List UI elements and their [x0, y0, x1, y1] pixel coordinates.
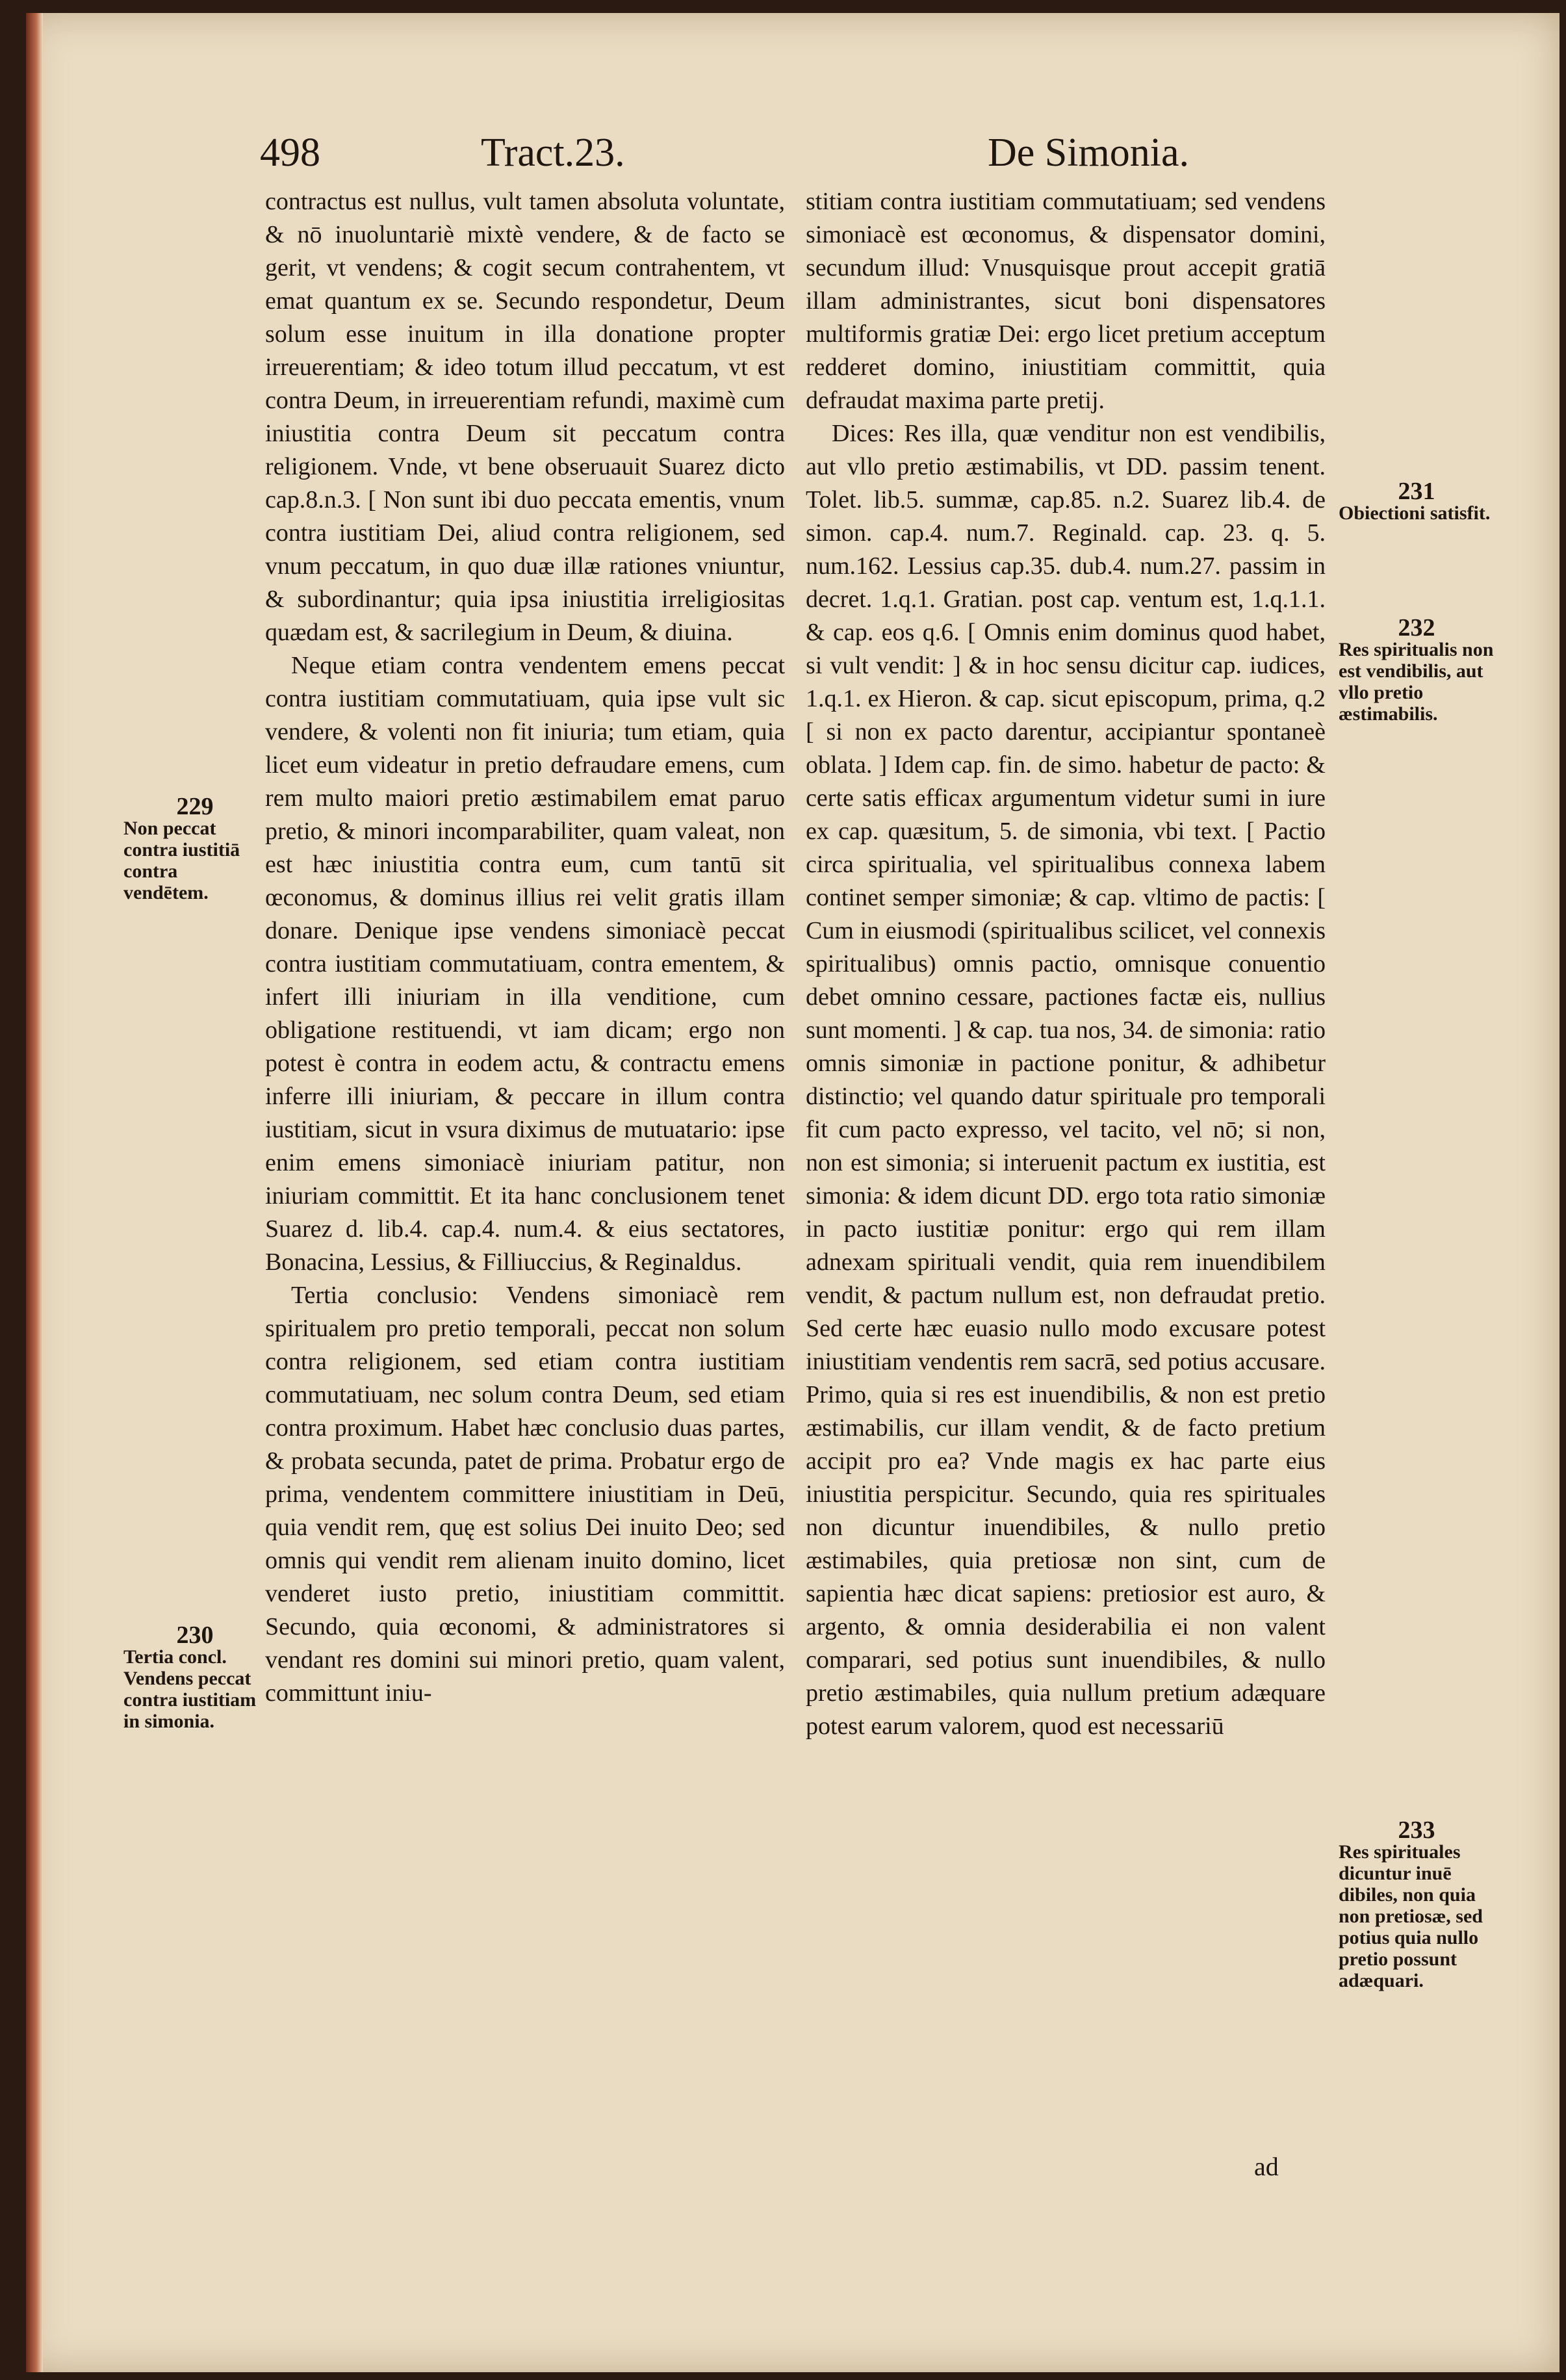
paragraph: stitiam contra iustitiam commutatiuam; sed vendens simoniacè est œconomus, & dispensator domini, secundum illud: Vnusquisque prout accepit gratiā illam administrantes, sicut boni dispensatores multiformis gratiæ Dei: ergo licet pretium acceptum redderet domino, iniustitiam committit, quia defraudat maxima parte pretij.	[806, 188, 1326, 414]
margin-note-number: 231	[1398, 478, 1435, 505]
margin-note-text: Non peccat contra iustitiā contra vendētem.	[123, 818, 240, 903]
paragraph: contractus est nullus, vult tamen absoluta voluntate, & nō inuoluntariè mixtè vendere, & de facto se gerit, vt vendens; & cogit secum contrahentem, vt emat quantum ex se. Secundo respondetur, Deum solum esse inuitum in illa donatione propter irreuerentiam; & ideo totum illud peccatum, vt est contra Deum, in irreuerentiam refundi, maximè cum iniustitia contra Deum sit peccatum contra religionem. Vnde, vt bene obseruauit Suarez dicto cap.8.n.3. [ Non sunt ibi duo peccata ementis, vnum contra iustitiam Dei, aliud contra religionem, sed vnum peccatum, in quo duæ illæ rationes vniuntur, & subordinantur; quia ipsa iniustitia irreligiositas quædam est, & sacrilegium in Deum, & diuina.	[265, 188, 785, 646]
paragraph: Neque etiam contra vendentem emens peccat contra iustitiam commutatiuam, quia ipse vult sic vendere, & volenti non fit iniuria; tum etiam, quia licet eum videatur in pretio defraudare emens, cum rem multo maiori pretio æstimabilem emat paruo pretio, & minori incomparabiliter, quam valeat, non est hæc iniustitia contra eum, cum tantū sit œconomus, & dominus illius rei velit gratis illam donare. Denique ipse vendens simoniacè peccat contra iustitiam commutatiuam, contra ementem, & infert illi iniuriam in illa venditione, cum obligatione restituendi, vt iam dicam; ergo non potest è contra in eodem actu, & contractu emens inferre illi iniuriam, & peccare in illum contra iustitiam, sicut in vsura diximus de mutuatario: ipse enim emens simoniacè iniuriam patitur, non iniuriam committit. Et ita hanc conclusionem tenet Suarez d. lib.4. cap.4. num.4. & eius sectatores, Bonacina, Lessius, & Filliuccius, & Reginaldus.	[265, 652, 785, 1276]
right-text-column	[806, 185, 1326, 1743]
book-page	[26, 13, 1560, 2372]
catchword: ad	[1254, 2152, 1279, 2181]
margin-note-232	[1339, 614, 1495, 725]
margin-note-text: Obiectioni satisfit.	[1339, 502, 1491, 524]
margin-note-233	[1339, 1817, 1495, 1991]
page-number: 498	[260, 131, 320, 175]
margin-note-231	[1339, 478, 1495, 524]
margin-note-text: Tertia concl. Vendens peccat contra iustitiam in simonia.	[123, 1646, 257, 1732]
margin-note-number: 230	[176, 1622, 214, 1649]
left-text-column	[265, 185, 785, 1710]
margin-note-text: Res spirituales dicuntur inuē dibiles, non quia non pretiosæ, sed potius quia nullo pretio possunt adæquari.	[1339, 1841, 1483, 1991]
running-header	[260, 123, 1378, 188]
margin-note-number: 232	[1398, 614, 1435, 641]
margin-note-text: Res spiritualis non est vendibilis, aut vllo pretio æstimabilis.	[1339, 639, 1494, 725]
tract-title: Tract.23.	[481, 131, 625, 175]
margin-note-229	[123, 793, 266, 903]
margin-note-number: 229	[176, 793, 214, 820]
subject-title: De Simonia.	[988, 131, 1189, 175]
margin-note-number: 233	[1398, 1817, 1435, 1844]
margin-note-230	[123, 1622, 266, 1732]
page-spine-edge	[26, 13, 43, 2372]
paragraph: Tertia conclusio: Vendens simoniacè rem spiritualem pro pretio temporali, peccat non solum contra religionem, sed etiam contra iustitiam commutatiuam, nec solum contra Deum, sed etiam contra proximum. Habet hæc conclusio duas partes, & probata secunda, patet de prima. Probatur ergo de prima, vendentem committere iniustitiam in Deū, quia vendit rem, quę est solius Dei inuito Deo; sed omnis qui vendit rem alienam inuito domino, licet venderet iusto pretio, iniustitiam committit. Secundo, quia œconomi, & administratores si vendant res domini sui minori pretio, quam valent, committunt iniu-	[265, 1282, 785, 1707]
paragraph: Dices: Res illa, quæ venditur non est vendibilis, aut vllo pretio æstimabilis, vt DD. passim tenent. Tolet. lib.5. summæ, cap.85. n.2. Suarez lib.4. de simon. cap.4. num.7. Reginald. cap. 23. q. 5. num.162. Lessius cap.35. dub.4. num.27. passim in decret. 1.q.1. Gratian. post cap. ventum est, 1.q.1.1. & cap. eos q.6. [ Omnis enim dominus quod habet, si vult vendit: ] & in hoc sensu dicitur cap. iudices, 1.q.1. ex Hieron. & cap. sicut episcopum, prima, q.2 [ si non ex pacto darentur, accipiantur spontaneè oblata. ] Idem cap. fin. de simo. habetur de pacto: & certe satis efficax argumentum videtur sumi in iure ex cap. quæsitum, 5. de simonia, vbi text. [ Pactio circa spiritualia, vel spiritualibus connexa labem continet semper simoniæ; & cap. vltimo de pactis: [ Cum in eiusmodi (spiritualibus scilicet, vel connexis spiritualibus) omnis pactio, omnisque conuentio debet omnino cessare, pactiones factæ eis, nullius sunt momenti. ] & cap. tua nos, 34. de simonia: ratio omnis simoniæ in pactione ponitur, & adhibetur distinctio; vel quando datur spirituale pro temporali fit cum pacto expresso, vel tacito, vel nō; si non, non est simonia; si interuenit pactum ex iustitia, est simonia: & idem dicunt DD. ergo tota ratio simoniæ in pacto iustitiæ ponitur: ergo qui rem illam adnexam spirituali vendit, quia rem inuendibilem vendit, & pactum nullum est, non defraudat pretio. Sed certe hæc euasio nullo modo excusare potest iniustitiam vendentis rem sacrā, sed potius accusare. Primo, quia si res est inuendibilis, & non est pretio æstimabilis, cur illam vendit, & de facto pretium accipit pro ea? Vnde magis ex hac parte eius iniustitia perspicitur. Secundo, quia res spirituales non dicuntur inuendibiles, & nullo pretio æstimabiles, quia pretiosæ non sint, cum de sapientia hæc dicat sapiens: pretiosior est auro, & argento, & omnia desiderabilia ei non valent comparari, sed potius sunt inuendibiles, & nullo pretio æstimabiles, quia nullum pretium adæquare potest earum valorem, quod est necessariū	[806, 420, 1326, 1740]
